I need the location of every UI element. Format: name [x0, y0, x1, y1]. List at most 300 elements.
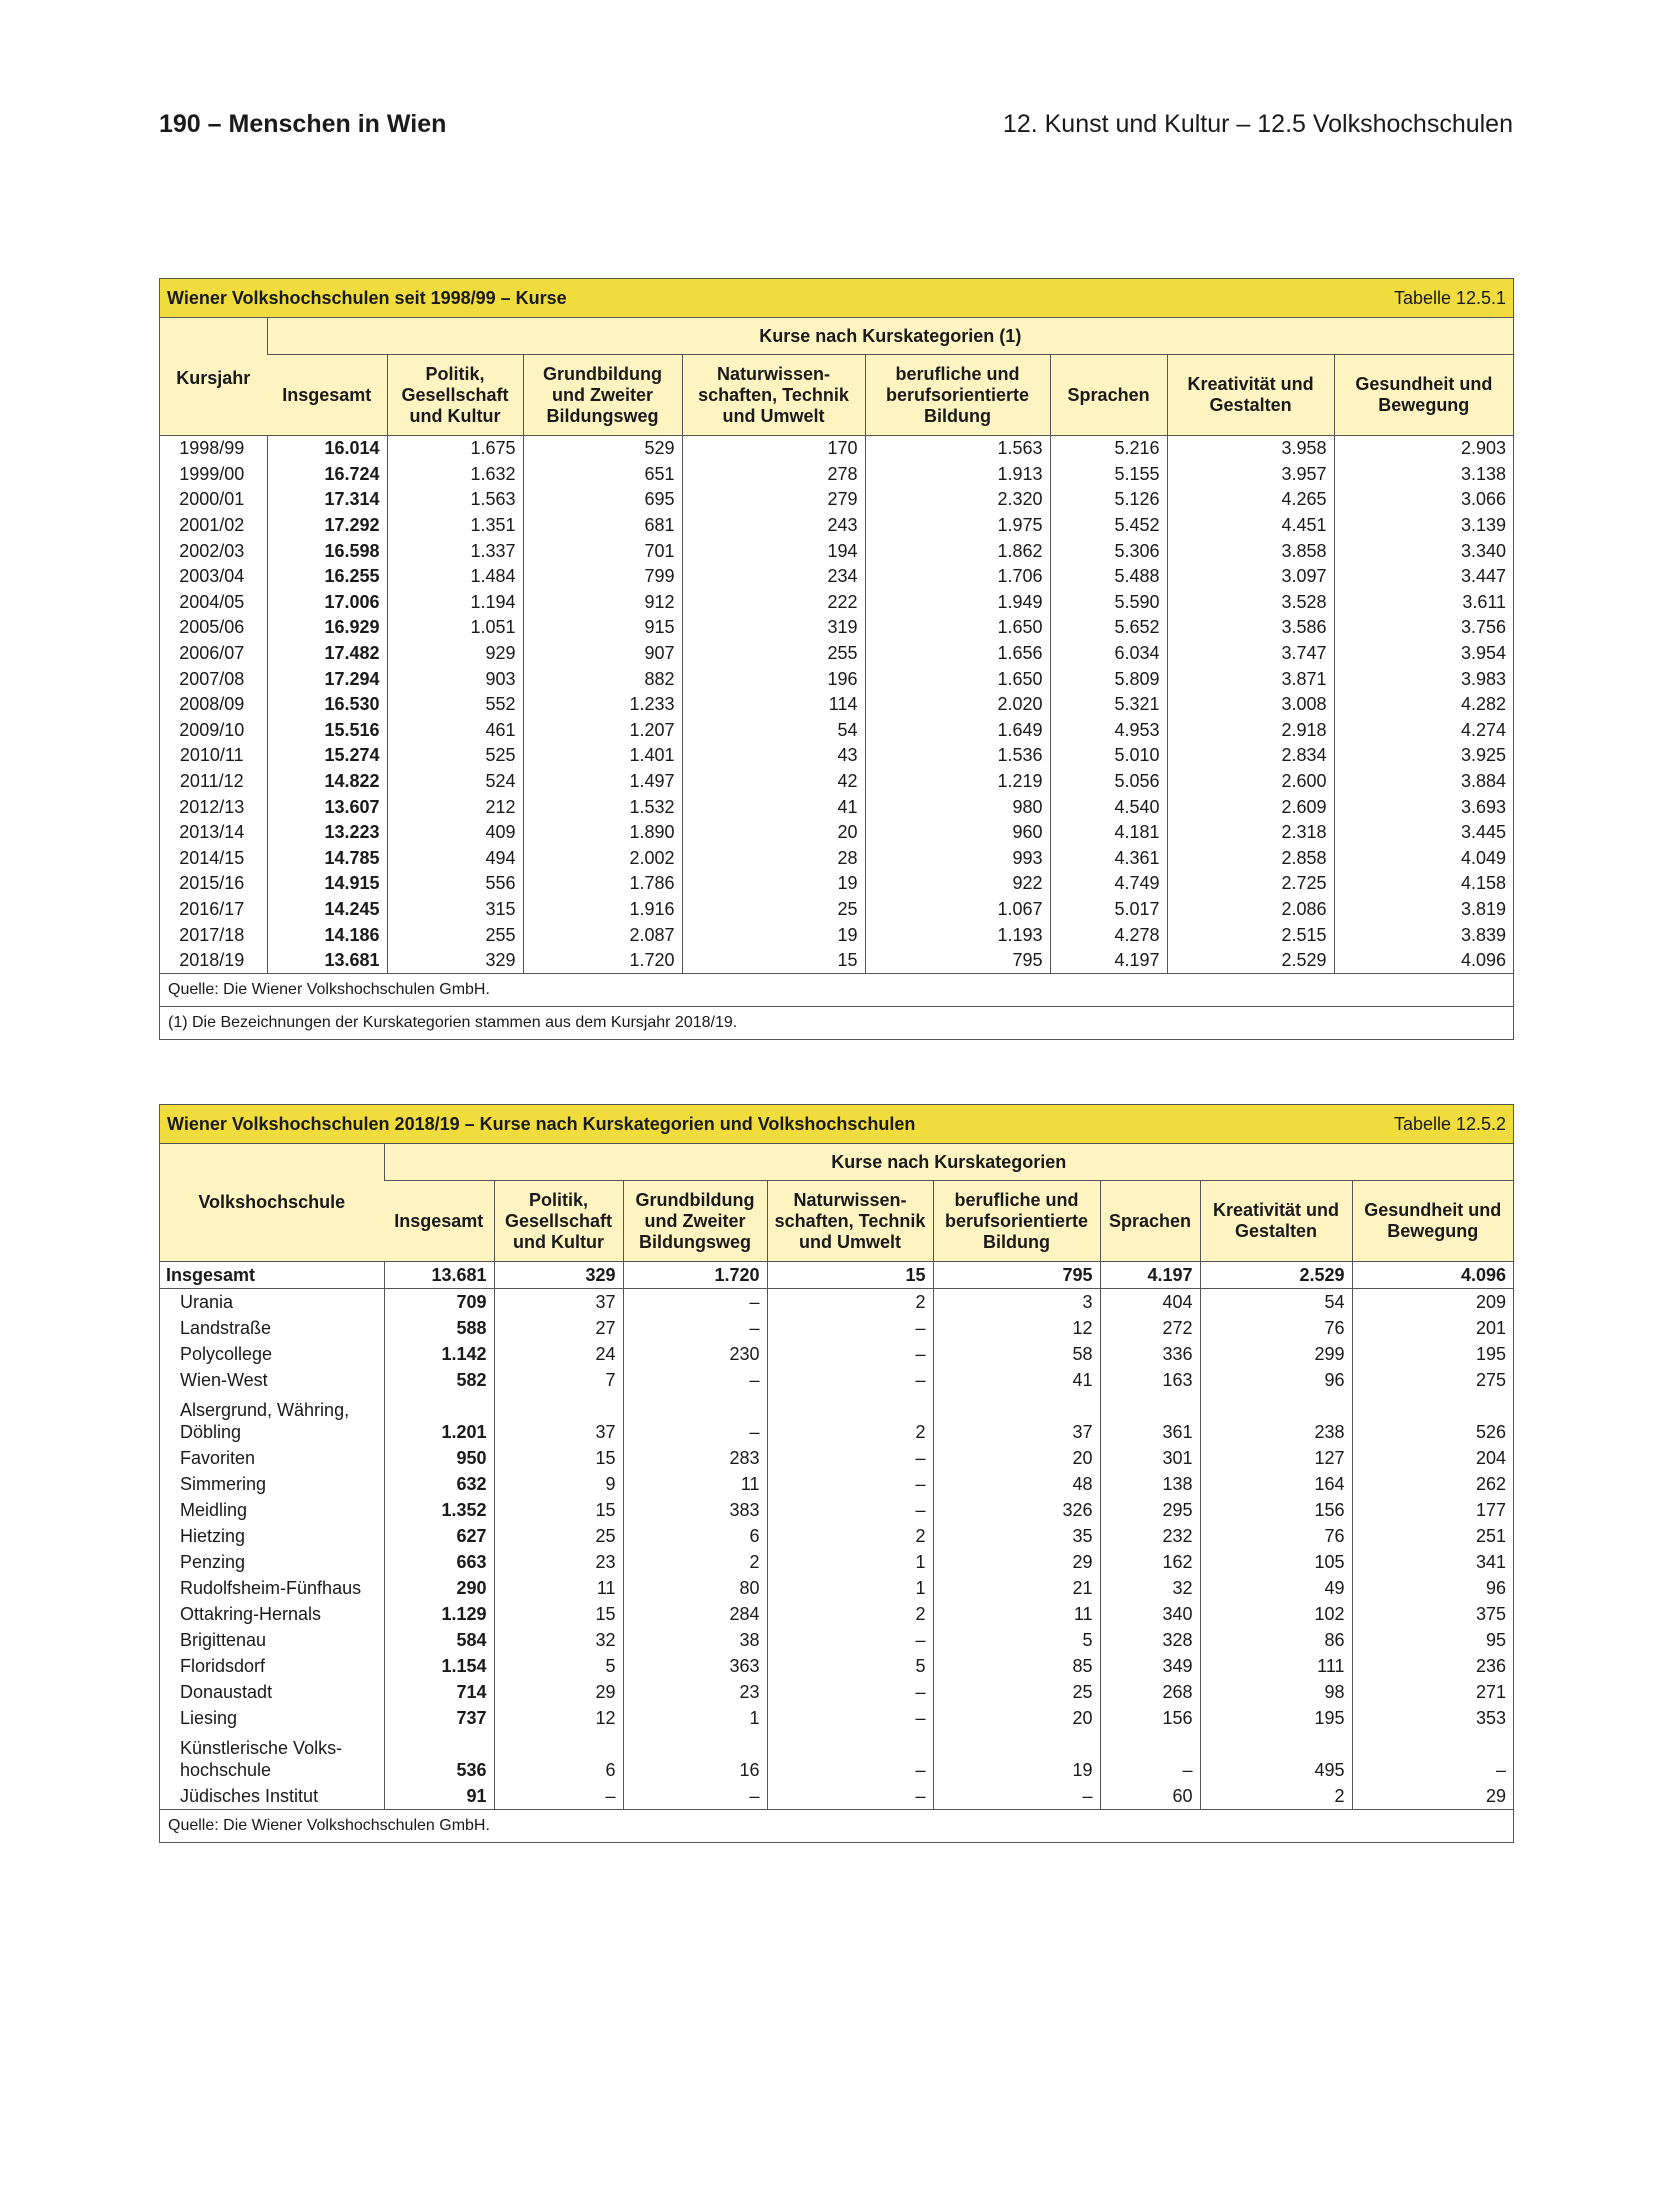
table-cell: 3.097: [1167, 564, 1334, 590]
row-header: Volkshochschule: [160, 1144, 384, 1262]
table-cell: 495: [1200, 1731, 1352, 1783]
table-cell: 2: [767, 1601, 933, 1627]
table-cell: 2.725: [1167, 871, 1334, 897]
table-cell: 993: [865, 846, 1050, 872]
table-row: [160, 487, 1513, 513]
table-cell: 80: [623, 1575, 767, 1601]
table-cell: 929: [387, 641, 523, 667]
courses-by-year-table: [160, 279, 1513, 1039]
cell-total: 663: [384, 1549, 494, 1575]
table-cell: 3.066: [1334, 487, 1513, 513]
table-cell: 1.497: [523, 769, 682, 795]
table-cell: 2.087: [523, 922, 682, 948]
table-cell: 86: [1200, 1627, 1352, 1653]
table-cell: 795: [865, 948, 1050, 974]
table-cell: 556: [387, 871, 523, 897]
table-row: [160, 1653, 1513, 1679]
table-cell: 6: [494, 1731, 623, 1783]
cell-total: 17.294: [267, 666, 387, 692]
cell-total: 13.223: [267, 820, 387, 846]
row-label: Floridsdorf: [180, 1655, 266, 1676]
row-label: Alsergrund, Währing, Döbling: [180, 1400, 350, 1442]
cell-total: 15.274: [267, 743, 387, 769]
table-cell: 25: [494, 1523, 623, 1549]
table-cell: 28: [682, 846, 865, 872]
table-cell: 76: [1200, 1315, 1352, 1341]
table-cell: 3.884: [1334, 769, 1513, 795]
table-cell: 195: [1352, 1341, 1513, 1367]
group-header: Kurse nach Kurskategorien (1): [267, 318, 1513, 355]
table-row: [160, 1289, 1513, 1316]
table-cell: 882: [523, 666, 682, 692]
table-cell: 3.983: [1334, 666, 1513, 692]
table-cell: 1.563: [387, 487, 523, 513]
row-label: 2002/03: [179, 540, 245, 561]
table-row: [160, 1367, 1513, 1393]
cell-total: 91: [384, 1783, 494, 1810]
table-row: [160, 1341, 1513, 1367]
cell-total: 290: [384, 1575, 494, 1601]
table-cell: 4.265: [1167, 487, 1334, 513]
cell-total: 588: [384, 1315, 494, 1341]
table-cell: 1.401: [523, 743, 682, 769]
table-cell: 375: [1352, 1601, 1513, 1627]
table-cell: 37: [494, 1289, 623, 1316]
table-cell: 1.786: [523, 871, 682, 897]
cell-total: 1.129: [384, 1601, 494, 1627]
table-cell: 2: [767, 1523, 933, 1549]
table-cell: 20: [933, 1445, 1100, 1471]
row-label: Landstraße: [180, 1317, 272, 1338]
table-cell: 315: [387, 897, 523, 923]
table-cell: 42: [682, 769, 865, 795]
row-label: 2014/15: [179, 847, 245, 868]
table-cell: 4.953: [1050, 718, 1167, 744]
table-cell: 4.181: [1050, 820, 1167, 846]
column-header: Gesundheit und Bewegung: [1334, 355, 1513, 436]
row-label: 2008/09: [179, 694, 245, 715]
row-label: 2011/12: [179, 771, 244, 792]
table-cell: 43: [682, 743, 865, 769]
column-header: Politik, Gesellschaft und Kultur: [387, 355, 523, 436]
table-cell: 19: [682, 922, 865, 948]
row-label: 2013/14: [179, 822, 245, 843]
table-cell: 799: [523, 564, 682, 590]
table-cell: –: [767, 1705, 933, 1731]
column-header: Grundbildung und Zweiter Bildungsweg: [623, 1181, 767, 1262]
table-cell: 2.858: [1167, 846, 1334, 872]
table-cell: 98: [1200, 1679, 1352, 1705]
row-label: 2018/19: [179, 950, 245, 971]
table-source: Quelle: Die Wiener Volkshochschulen GmbH.: [160, 1810, 1513, 1843]
table-cell: 3.693: [1334, 794, 1513, 820]
table-cell: 3.819: [1334, 897, 1513, 923]
cell-total: 627: [384, 1523, 494, 1549]
table-cell: 340: [1100, 1601, 1200, 1627]
table-title: Wiener Volkshochschulen 2018/19 – Kurse nach Kurskategorien und Volkshochschulen: [160, 1105, 1100, 1144]
table-cell: 4.197: [1100, 1262, 1200, 1289]
table-cell: 5.488: [1050, 564, 1167, 590]
table-cell: 1.067: [865, 897, 1050, 923]
cell-total: 584: [384, 1627, 494, 1653]
table-cell: 4.158: [1334, 871, 1513, 897]
table-cell: 3.839: [1334, 922, 1513, 948]
table-cell: 299: [1200, 1341, 1352, 1367]
table-cell: 96: [1200, 1367, 1352, 1393]
table-cell: 32: [494, 1627, 623, 1653]
table-cell: 4.361: [1050, 846, 1167, 872]
row-label: 2010/11: [179, 745, 244, 766]
table-cell: 681: [523, 513, 682, 539]
table-cell: 3.340: [1334, 538, 1513, 564]
column-header: Gesundheit und Bewegung: [1352, 1181, 1513, 1262]
table-cell: 114: [682, 692, 865, 718]
table-cell: 329: [387, 948, 523, 974]
row-label: Meidling: [180, 1499, 248, 1520]
cell-total: 714: [384, 1679, 494, 1705]
table-cell: 5: [933, 1627, 1100, 1653]
table-cell: 5.010: [1050, 743, 1167, 769]
row-label: 2003/04: [179, 566, 245, 587]
table-cell: 272: [1100, 1315, 1200, 1341]
table-cell: 23: [623, 1679, 767, 1705]
table-cell: 23: [494, 1549, 623, 1575]
table-cell: 1.916: [523, 897, 682, 923]
table-cell: 5.452: [1050, 513, 1167, 539]
table-cell: 24: [494, 1341, 623, 1367]
table-cell: 3.858: [1167, 538, 1334, 564]
table-cell: 105: [1200, 1549, 1352, 1575]
table-cell: 295: [1100, 1497, 1200, 1523]
table-cell: 162: [1100, 1549, 1200, 1575]
cell-total: 13.607: [267, 794, 387, 820]
row-label: Urania: [180, 1291, 234, 1312]
table-cell: 3.871: [1167, 666, 1334, 692]
table-cell: 1.890: [523, 820, 682, 846]
table-cell: 1.351: [387, 513, 523, 539]
table-cell: 1.337: [387, 538, 523, 564]
table-cell: 349: [1100, 1653, 1200, 1679]
table-cell: 5.321: [1050, 692, 1167, 718]
row-label: Brigittenau: [180, 1629, 267, 1650]
table-cell: 301: [1100, 1445, 1200, 1471]
table-cell: –: [767, 1315, 933, 1341]
table-cell: 2.318: [1167, 820, 1334, 846]
table-cell: 1.233: [523, 692, 682, 718]
row-label: Favoriten: [180, 1447, 256, 1468]
table-row: [160, 871, 1513, 897]
table-cell: 48: [933, 1471, 1100, 1497]
table-cell: 5.056: [1050, 769, 1167, 795]
column-header: Sprachen: [1050, 355, 1167, 436]
table-cell: –: [767, 1497, 933, 1523]
table-row: [160, 513, 1513, 539]
table-row: [160, 1471, 1513, 1497]
table-cell: 651: [523, 462, 682, 488]
table-cell: 222: [682, 590, 865, 616]
table-cell: 3.586: [1167, 615, 1334, 641]
column-header: Naturwissenschaften, Technik und Umwelt: [767, 1181, 933, 1262]
table-row: [160, 436, 1513, 462]
table-cell: 1.532: [523, 794, 682, 820]
table-cell: –: [1100, 1731, 1200, 1783]
cell-total: 16.255: [267, 564, 387, 590]
table-cell: –: [767, 1341, 933, 1367]
table-cell: 283: [623, 1445, 767, 1471]
row-label: 2012/13: [179, 796, 245, 817]
table-cell: 163: [1100, 1367, 1200, 1393]
table-cell: 230: [623, 1341, 767, 1367]
table-cell: 695: [523, 487, 682, 513]
row-label: Jüdisches Institut: [180, 1785, 319, 1806]
table-cell: 4.278: [1050, 922, 1167, 948]
table-cell: 76: [1200, 1523, 1352, 1549]
table-cell: 96: [1352, 1575, 1513, 1601]
table-row: [160, 897, 1513, 923]
table-number: Tabelle 12.5.1: [1050, 279, 1513, 318]
table-cell: 353: [1352, 1705, 1513, 1731]
table-cell: 404: [1100, 1289, 1200, 1316]
column-header: Naturwissenschaften, Technik und Umwelt: [682, 355, 865, 436]
table-cell: 1.949: [865, 590, 1050, 616]
table-body: [160, 1262, 1513, 1810]
table-cell: 32: [1100, 1575, 1200, 1601]
table-cell: 201: [1352, 1315, 1513, 1341]
table-cell: 1.720: [623, 1262, 767, 1289]
table-cell: 1: [623, 1705, 767, 1731]
cell-total: 17.314: [267, 487, 387, 513]
table-cell: 6: [623, 1523, 767, 1549]
table-cell: 19: [933, 1731, 1100, 1783]
table-cell: 35: [933, 1523, 1100, 1549]
table-cell: 16: [623, 1731, 767, 1783]
table-cell: 1.649: [865, 718, 1050, 744]
column-header: Sprachen: [1100, 1181, 1200, 1262]
cell-total: 17.292: [267, 513, 387, 539]
row-label: 2016/17: [179, 898, 245, 919]
column-header: Politik, Gesellschaft und Kultur: [494, 1181, 623, 1262]
table-cell: 1.563: [865, 436, 1050, 462]
table-cell: 326: [933, 1497, 1100, 1523]
table-row: [160, 846, 1513, 872]
table-cell: 319: [682, 615, 865, 641]
table-cell: 1.193: [865, 922, 1050, 948]
table-row: [160, 1783, 1513, 1810]
cell-total: 709: [384, 1289, 494, 1316]
table-cell: 525: [387, 743, 523, 769]
cell-total: 1.352: [384, 1497, 494, 1523]
table-row: [160, 743, 1513, 769]
table-cell: 54: [1200, 1289, 1352, 1316]
page-number-title: 190 – Menschen in Wien: [159, 110, 447, 138]
row-label: 2015/16: [179, 873, 245, 894]
table-cell: 5: [767, 1653, 933, 1679]
table-row: [160, 1445, 1513, 1471]
table-row: [160, 1315, 1513, 1341]
table-cell: 2.002: [523, 846, 682, 872]
table-number: Tabelle 12.5.2: [1100, 1105, 1513, 1144]
table-cell: 3.447: [1334, 564, 1513, 590]
table-row: [160, 948, 1513, 974]
table-cell: 2.086: [1167, 897, 1334, 923]
cell-total: 13.681: [267, 948, 387, 974]
table-cell: 922: [865, 871, 1050, 897]
table-cell: 4.282: [1334, 692, 1513, 718]
table-cell: 95: [1352, 1627, 1513, 1653]
table-cell: 1: [767, 1549, 933, 1575]
row-label: 2001/02: [179, 515, 245, 536]
table-cell: 19: [682, 871, 865, 897]
table-row: [160, 1705, 1513, 1731]
table-cell: 3: [933, 1289, 1100, 1316]
table-cell: 3.445: [1334, 820, 1513, 846]
table-cell: 912: [523, 590, 682, 616]
table-row: [160, 590, 1513, 616]
table-cell: 11: [494, 1575, 623, 1601]
table-cell: 5.652: [1050, 615, 1167, 641]
column-header: Kreativität und Gestalten: [1200, 1181, 1352, 1262]
row-label: 2006/07: [179, 643, 245, 664]
table-cell: 127: [1200, 1445, 1352, 1471]
cell-total: 16.598: [267, 538, 387, 564]
table-cell: 5.590: [1050, 590, 1167, 616]
table-row: [160, 820, 1513, 846]
table-cell: –: [767, 1367, 933, 1393]
cell-total: 17.482: [267, 641, 387, 667]
row-label: 2005/06: [179, 617, 245, 638]
row-label: Donaustadt: [180, 1681, 273, 1702]
table-cell: 271: [1352, 1679, 1513, 1705]
row-label: Rudolfsheim-Fünfhaus: [180, 1577, 362, 1598]
table-cell: 4.749: [1050, 871, 1167, 897]
table-cell: 336: [1100, 1341, 1200, 1367]
cell-total: 1.201: [384, 1393, 494, 1445]
table-cell: –: [1352, 1731, 1513, 1783]
row-label: 2007/08: [179, 668, 245, 689]
cell-total: 1.154: [384, 1653, 494, 1679]
table-source: Quelle: Die Wiener Volkshochschulen GmbH.: [160, 974, 1513, 1007]
table-row: [160, 1549, 1513, 1575]
table-cell: 37: [933, 1393, 1100, 1445]
table-cell: 328: [1100, 1627, 1200, 1653]
row-label: Liesing: [180, 1707, 238, 1728]
page-header: [159, 110, 1513, 150]
table-cell: –: [623, 1315, 767, 1341]
row-label: 1999/00: [179, 463, 245, 484]
table-cell: 3.756: [1334, 615, 1513, 641]
table-cell: –: [933, 1783, 1100, 1810]
table-cell: 960: [865, 820, 1050, 846]
table-row: [160, 1601, 1513, 1627]
table-cell: 1.975: [865, 513, 1050, 539]
table-cell: 3.008: [1167, 692, 1334, 718]
table-cell: 4.451: [1167, 513, 1334, 539]
cell-total: 15.516: [267, 718, 387, 744]
column-header: Grundbildung und Zweiter Bildungsweg: [523, 355, 682, 436]
row-label: 2000/01: [179, 489, 245, 510]
cell-total: 536: [384, 1731, 494, 1783]
table-cell: 29: [494, 1679, 623, 1705]
table-row: [160, 462, 1513, 488]
table-cell: 4.274: [1334, 718, 1513, 744]
table-cell: 3.611: [1334, 590, 1513, 616]
table-cell: 20: [933, 1705, 1100, 1731]
table-cell: 275: [1352, 1367, 1513, 1393]
table-cell: 177: [1352, 1497, 1513, 1523]
table-cell: 5.155: [1050, 462, 1167, 488]
table-cell: 4.540: [1050, 794, 1167, 820]
table-row: [160, 1575, 1513, 1601]
table-row: [160, 641, 1513, 667]
table-cell: 7: [494, 1367, 623, 1393]
column-header: Kreativität und Gestalten: [1167, 355, 1334, 436]
table-cell: 49: [1200, 1575, 1352, 1601]
table-cell: 1: [767, 1575, 933, 1601]
table-cell: –: [767, 1731, 933, 1783]
table-cell: 5.809: [1050, 666, 1167, 692]
table-cell: –: [623, 1289, 767, 1316]
table-cell: 1.051: [387, 615, 523, 641]
table-row: [160, 564, 1513, 590]
table-cell: 5.306: [1050, 538, 1167, 564]
table-cell: 21: [933, 1575, 1100, 1601]
table-cell: 2.515: [1167, 922, 1334, 948]
column-header: berufliche und berufsorientierte Bildung: [865, 355, 1050, 436]
table-cell: 3.957: [1167, 462, 1334, 488]
cell-total: 1.142: [384, 1341, 494, 1367]
table-cell: 209: [1352, 1289, 1513, 1316]
table-cell: 2: [1200, 1783, 1352, 1810]
table-cell: 204: [1352, 1445, 1513, 1471]
cell-total: 16.724: [267, 462, 387, 488]
row-label: Ottakring-Hernals: [180, 1603, 322, 1624]
table-cell: 4.197: [1050, 948, 1167, 974]
table-cell: 1.650: [865, 666, 1050, 692]
table-cell: 383: [623, 1497, 767, 1523]
table-cell: 194: [682, 538, 865, 564]
table-cell: 3.139: [1334, 513, 1513, 539]
table-cell: 2.903: [1334, 436, 1513, 462]
table-cell: 255: [682, 641, 865, 667]
table-cell: 27: [494, 1315, 623, 1341]
table-cell: 2: [767, 1289, 933, 1316]
table-cell: 5.017: [1050, 897, 1167, 923]
row-label: Wien-West: [180, 1369, 268, 1390]
table-cell: 9: [494, 1471, 623, 1497]
table-cell: 552: [387, 692, 523, 718]
row-header: Kursjahr: [160, 318, 267, 436]
table-cell: –: [623, 1393, 767, 1445]
row-label: 2017/18: [179, 924, 245, 945]
courses-by-school-table: [160, 1105, 1513, 1842]
table-12-5-2: [159, 1104, 1514, 1843]
table-cell: 232: [1100, 1523, 1200, 1549]
table-cell: 29: [933, 1549, 1100, 1575]
table-cell: 1.484: [387, 564, 523, 590]
table-body: [160, 436, 1513, 974]
table-row: [160, 718, 1513, 744]
table-row: [160, 692, 1513, 718]
table-row: [160, 538, 1513, 564]
table-cell: 1.632: [387, 462, 523, 488]
table-cell: 5.216: [1050, 436, 1167, 462]
column-header: Insgesamt: [267, 355, 387, 436]
table-title: Wiener Volkshochschulen seit 1998/99 – Kurse: [160, 279, 1050, 318]
table-cell: 278: [682, 462, 865, 488]
table-cell: 980: [865, 794, 1050, 820]
table-cell: –: [767, 1627, 933, 1653]
table-cell: 54: [682, 718, 865, 744]
